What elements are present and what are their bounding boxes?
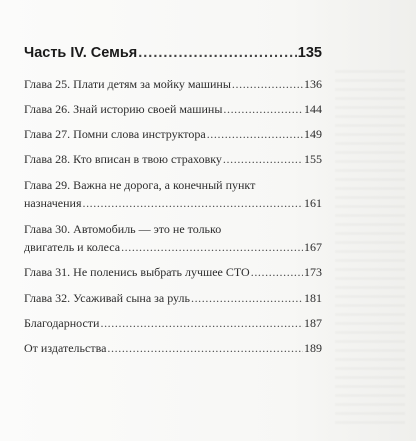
toc-entry-page: 136 <box>304 77 322 91</box>
toc-entry-title: Глава 31. Не поленись выбрать лучшее СТО <box>24 265 250 279</box>
toc-entry-page: 173 <box>304 265 322 279</box>
toc-entry-page: 187 <box>304 316 322 330</box>
toc-entry-title: Глава 25. Плати детям за мойку машины <box>24 77 231 91</box>
toc-entry-title: Глава 28. Кто вписан в твою страховку <box>24 152 222 166</box>
toc-entry-title: Глава 30. Автомобиль — это не только <box>24 222 222 236</box>
toc-entry-title-continued: двигатель и колеса <box>24 240 121 254</box>
toc-entry-title: Глава 29. Важна не дорога, а конечный пункт <box>24 178 256 192</box>
toc-leader-dots <box>138 44 297 62</box>
toc-leader-dots <box>207 127 303 142</box>
toc-leader-dots <box>107 341 303 356</box>
toc-part-heading <box>24 44 322 62</box>
toc-entry-title: От издательства <box>24 341 107 355</box>
toc-entry <box>24 102 322 117</box>
toc-entry-title-continued: назначения <box>24 196 82 210</box>
toc-leader-dots <box>82 196 303 211</box>
toc-entry-page: 167 <box>304 240 322 254</box>
toc-leader-dots <box>232 77 303 92</box>
toc-entry-page: 155 <box>304 152 322 166</box>
toc-leader-dots <box>191 291 303 306</box>
toc-entry-page: 161 <box>304 196 322 210</box>
page-bleed-through <box>335 70 405 430</box>
toc-entry <box>24 77 322 92</box>
toc-entry <box>24 152 322 167</box>
toc-entry-title: Глава 27. Помни слова инструктора <box>24 127 206 141</box>
toc-entry-title: Благодарности <box>24 316 100 330</box>
toc-leader-dots <box>223 152 303 167</box>
toc-entry-page: 149 <box>304 127 322 141</box>
toc-leader-dots <box>251 265 303 280</box>
toc-entry <box>24 316 322 331</box>
toc-entry <box>24 222 322 255</box>
toc-leader-dots <box>121 240 303 255</box>
toc-entry <box>24 265 322 280</box>
toc-entry-page: 189 <box>304 341 322 355</box>
toc-entry <box>24 291 322 306</box>
toc-entry-title: Глава 26. Знай историю своей машины <box>24 102 223 116</box>
toc-entry <box>24 178 322 211</box>
toc-entry <box>24 127 322 142</box>
toc-leader-dots <box>100 316 303 331</box>
toc-entry-page: 144 <box>304 102 322 116</box>
toc-entry <box>24 341 322 356</box>
toc-entry-page: 181 <box>304 291 322 305</box>
toc-part-page: 135 <box>297 45 322 61</box>
toc-leader-dots <box>223 102 303 117</box>
toc-entry-title: Глава 32. Усаживай сына за руль <box>24 291 190 305</box>
toc-part-title: Часть IV. Семья <box>24 45 138 61</box>
